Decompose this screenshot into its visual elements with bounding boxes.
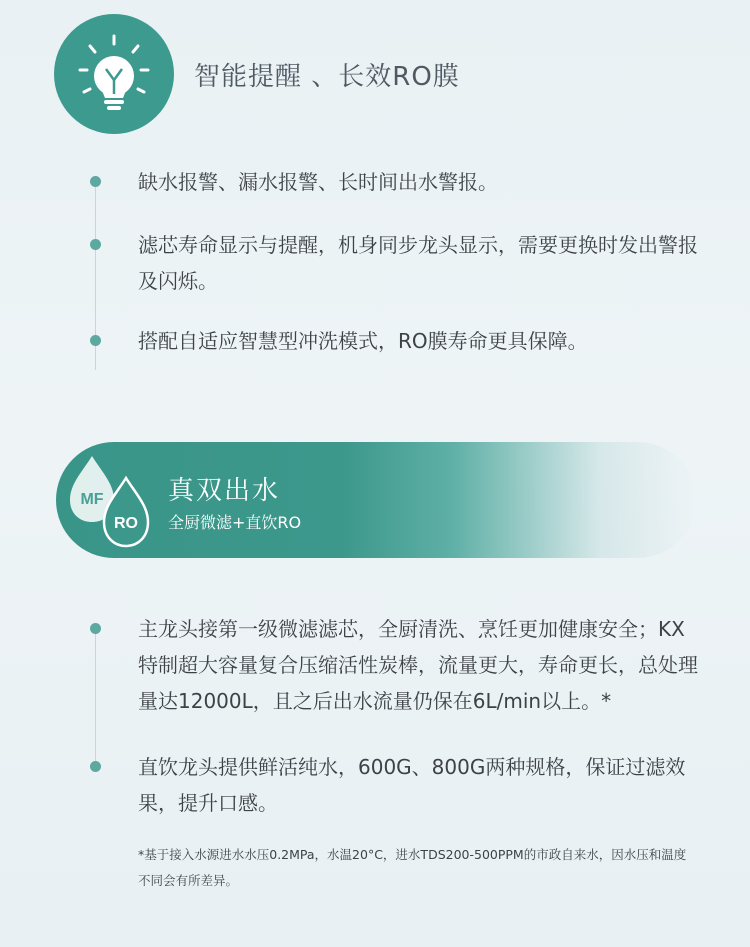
list-item-text: 搭配自适应智慧型冲洗模式，RO膜寿命更具保障。 xyxy=(138,329,588,353)
lightbulb-icon xyxy=(54,14,174,134)
timeline-line xyxy=(95,628,96,768)
mf-drop-label: MF xyxy=(80,491,104,508)
section2-banner xyxy=(56,442,696,558)
section1-header xyxy=(54,14,694,134)
footnote: *基于接入水源进水水压0.2MPa，水温20°C，进水TDS200-500PPM的市政自来水，因水压和温度不同会有所差异。 xyxy=(138,847,687,888)
section2-title: 真双出水 xyxy=(168,476,281,506)
bullet-dot xyxy=(90,623,101,634)
lightbulb-badge xyxy=(54,14,174,134)
list-item-text: 滤芯寿命显示与提醒，机身同步龙头显示，需要更换时发出警报及闪烁。 xyxy=(138,233,698,293)
bullet-dot xyxy=(90,239,101,250)
list-item-text: 主龙头接第一级微滤滤芯，全厨清洗、烹饪更加健康安全；KX特制超大容量复合压缩活性炭棒，流量更大，寿命更长，总处理量达12000L，且之后出水流量仍保在6L/min以上。* xyxy=(138,617,698,713)
bullet-dot xyxy=(90,335,101,346)
section1-title: 智能提醒 、长效RO膜 xyxy=(194,62,460,92)
section2-subtitle: 全厨微滤+直饮RO xyxy=(168,513,302,532)
list-item-text: 直饮龙头提供鲜活纯水，600G、800G两种规格，保证过滤效果，提升口感。 xyxy=(138,755,686,815)
bullet-dot xyxy=(90,761,101,772)
ro-drop-label: RO xyxy=(114,515,138,532)
bullet-dot xyxy=(90,176,101,187)
list-item-text: 缺水报警、漏水报警、长时间出水警报。 xyxy=(138,170,498,194)
